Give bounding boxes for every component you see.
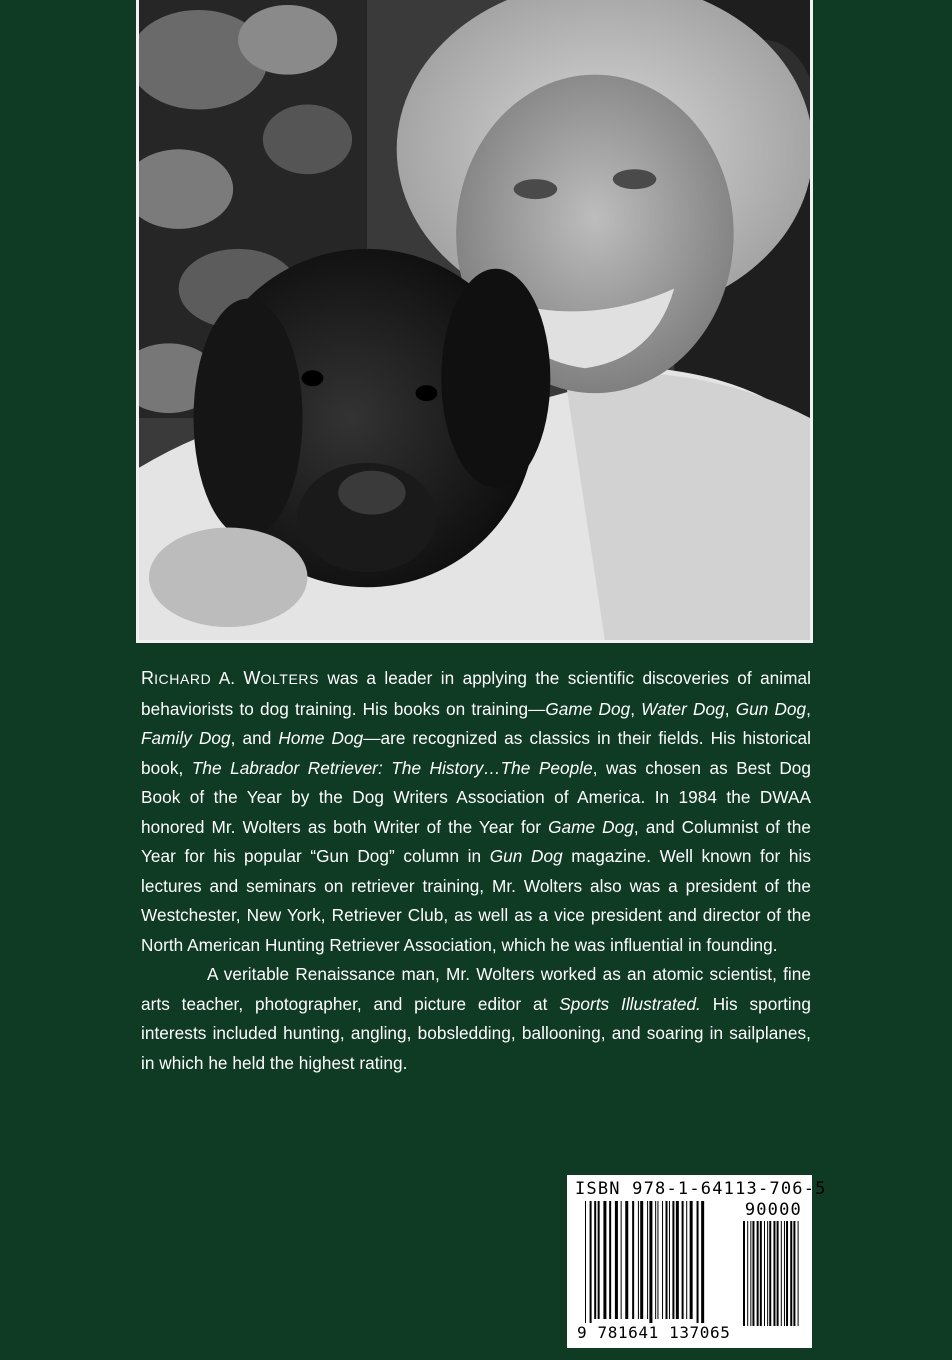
barcode-bar: [647, 1201, 648, 1319]
book-title: Home Dog: [278, 728, 364, 748]
author-bio: [141, 664, 811, 1078]
addon-bar: [747, 1221, 748, 1326]
author-with-puppy-photo-icon: [139, 0, 810, 640]
isbn-barcode: [567, 1175, 827, 1348]
addon-bar: [769, 1221, 771, 1326]
barcode-bar: [662, 1201, 663, 1319]
barcode-bar: [638, 1201, 639, 1319]
barcode-bar: [655, 1201, 656, 1319]
barcode-bar: [603, 1201, 606, 1319]
bio-paragraph-1: RICHARD A. WOLTERS was a leader in applying the scientific discoveries of animal behaviorists to dog training. His books on training—Game Dog, Water Dog, Gun Dog, Family Dog, and Home Dog—are recognized as classics in their fields. His historical book, The Labrador Retriever: The History…The People, was chosen as Best Dog Book of the Year by the Dog Writers Association of America. In 1984 the DWAA honored Mr. Wolters as both Writer of the Year for Game Dog, and Columnist of the Year for his popular “Gun Dog” column in Gun Dog magazine. Well known for his lectures and seminars on retriever training, Mr. Wolters also was a president of the Westchester, New York, Retriever Club, as well as a vice president and director of the North American Hunting Retriever Association, which he was influential in founding.: [141, 668, 812, 955]
barcode-bar: [676, 1201, 679, 1319]
addon-bar: [743, 1221, 745, 1326]
barcode-bar: [701, 1201, 704, 1326]
barcode-bar: [594, 1201, 596, 1319]
barcode-bar: [585, 1201, 586, 1326]
addon-bar: [760, 1221, 762, 1326]
addon-bar: [752, 1221, 754, 1326]
book-title: Water Dog: [641, 698, 725, 719]
addon-bar: [750, 1221, 751, 1326]
magazine-title: Gun Dog: [489, 846, 563, 866]
ean-digits: 9 781641 137065: [577, 1323, 731, 1342]
barcode-bar: [686, 1201, 687, 1319]
addon-barcode-bars: [743, 1221, 803, 1326]
barcode-bar: [621, 1201, 622, 1319]
addon-bar: [786, 1221, 788, 1326]
addon-bar: [793, 1221, 795, 1326]
addon-bar: [757, 1221, 759, 1326]
barcode-bar: [657, 1201, 658, 1319]
addon-bar: [767, 1221, 768, 1326]
price-code: 90000: [744, 1200, 802, 1220]
ean-barcode-bars: [585, 1201, 735, 1326]
author-name: RICHARD A. WOLTERS: [141, 668, 320, 688]
book-title: The Labrador Retriever: The History…The People: [191, 757, 593, 778]
barcode-bar: [609, 1201, 611, 1319]
addon-bar: [784, 1221, 785, 1326]
barcode-bar: [632, 1201, 634, 1319]
barcode-bar: [625, 1201, 628, 1319]
addon-bar: [798, 1221, 799, 1326]
addon-bar: [773, 1221, 775, 1326]
addon-bar: [781, 1221, 782, 1326]
book-title: Gun Dog: [735, 698, 807, 719]
barcode-bar: [598, 1201, 600, 1319]
addon-bar: [790, 1221, 792, 1326]
book-title: Game Dog: [548, 816, 634, 837]
barcode-bar: [697, 1201, 699, 1326]
book-title: Family Dog: [141, 728, 231, 748]
barcode-bar: [669, 1201, 670, 1319]
barcode-bar: [590, 1201, 592, 1326]
addon-bar: [764, 1221, 765, 1326]
barcode-bar: [666, 1201, 668, 1319]
author-photo: [136, 0, 813, 643]
barcode-bar: [672, 1201, 674, 1319]
bio-paragraph-2: A veritable Renaissance man, Mr. Wolters worked as an atomic scientist, fine arts teacher, photographer, and picture editor at Sports Illustrated. His sporting interests included hunting, angling, bobsledding, ballooning, and soaring in sailplanes, in which he held the highest rating.: [141, 964, 812, 1073]
addon-bar: [777, 1221, 779, 1326]
magazine-title: Sports Illustrated.: [559, 993, 701, 1014]
book-title: Game Dog: [545, 698, 631, 719]
barcode-bar: [640, 1201, 643, 1319]
barcode-bar: [649, 1201, 652, 1326]
barcode-bar: [615, 1201, 618, 1319]
barcode-bar: [690, 1201, 693, 1319]
isbn-number: ISBN 978-1-64113-706-5: [575, 1179, 827, 1199]
barcode-bar: [682, 1201, 684, 1319]
